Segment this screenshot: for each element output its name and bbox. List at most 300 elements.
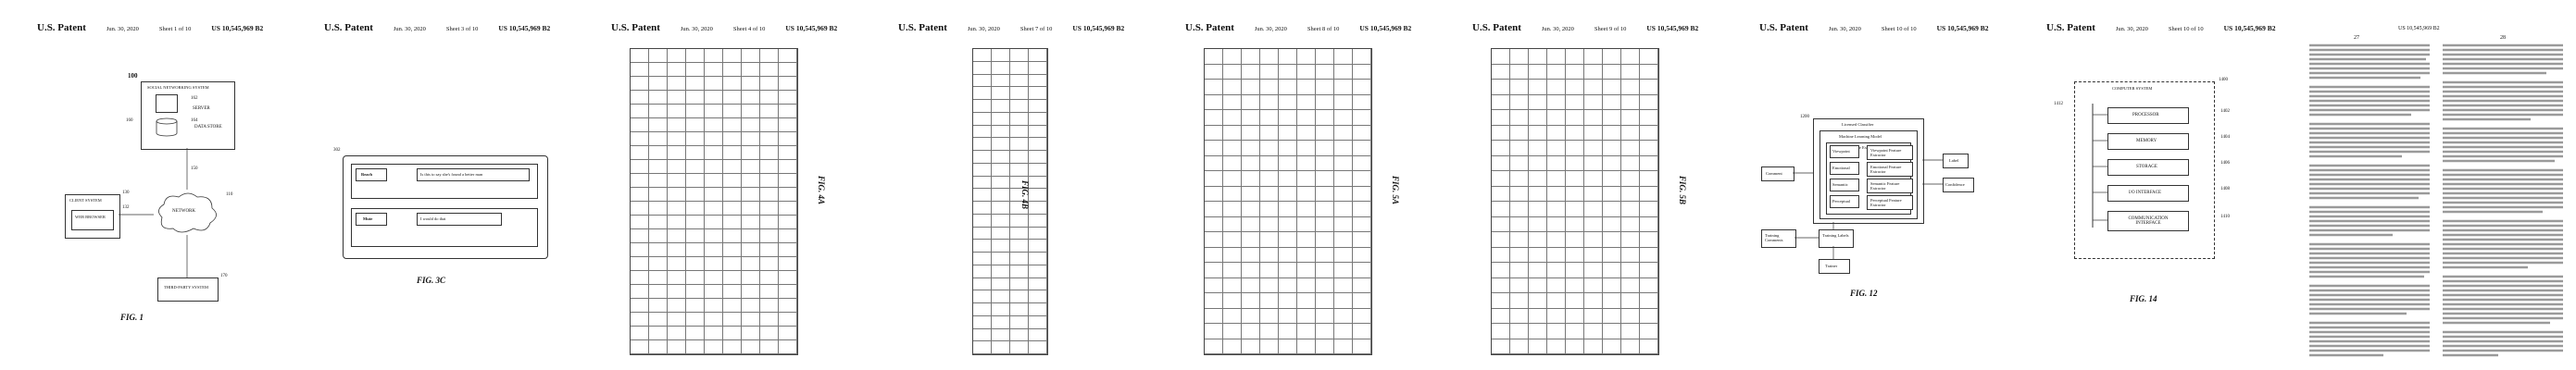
table-cell	[973, 278, 992, 291]
table-cell	[1205, 202, 1223, 217]
table-cell	[1547, 278, 1566, 294]
table-cell	[1621, 263, 1640, 278]
table-cell	[1316, 126, 1334, 142]
table-cell	[1223, 324, 1242, 339]
table-cell	[992, 329, 1010, 342]
ref-1406: 1406	[2220, 161, 2230, 166]
table-cell	[1492, 263, 1510, 278]
table-cell	[1279, 202, 1297, 217]
table-cell	[1621, 309, 1640, 325]
table-cell	[1353, 202, 1371, 217]
table-cell	[760, 105, 779, 118]
table-cell	[1242, 156, 1260, 172]
table-cell	[1510, 217, 1529, 233]
table-cell	[1260, 339, 1279, 355]
table-cell	[992, 113, 1010, 126]
table-cell	[1205, 126, 1223, 142]
client-system-label: CLIENT SYSTEM	[69, 198, 102, 203]
table-cell	[1603, 171, 1621, 187]
table-cell	[973, 189, 992, 202]
table-cell	[1029, 290, 1047, 303]
table-cell	[1260, 126, 1279, 142]
table-cell	[723, 299, 742, 313]
table-cell	[649, 105, 668, 118]
table-cell	[1010, 62, 1029, 75]
table-cell	[1334, 110, 1353, 126]
table-cell	[1334, 339, 1353, 355]
table-cell	[1584, 49, 1603, 65]
table-cell	[649, 146, 668, 160]
table-grid	[972, 48, 1048, 355]
table-cell	[723, 285, 742, 299]
table-cell	[1205, 187, 1223, 203]
table-cell	[649, 174, 668, 188]
table-cell	[779, 313, 797, 327]
table-cell	[1260, 278, 1279, 294]
table-cell	[1297, 217, 1316, 233]
table-cell	[1640, 156, 1658, 172]
table-cell	[1223, 80, 1242, 95]
table-cell	[760, 49, 779, 63]
table-cell	[723, 91, 742, 105]
table-cell	[1334, 126, 1353, 142]
column-number-left: 27	[2354, 35, 2359, 41]
table-cell	[1566, 248, 1584, 264]
table-cell	[1353, 309, 1371, 325]
data-store-label: DATA STORE	[194, 125, 222, 130]
table-cell	[1205, 339, 1223, 355]
table-cell	[1242, 339, 1260, 355]
table-cell	[1316, 156, 1334, 172]
figure-label: FIG. 4A	[817, 176, 826, 205]
patent-date: Jun. 30, 2020	[1254, 26, 1287, 32]
table-cell	[1223, 187, 1242, 203]
table-cell	[1223, 293, 1242, 309]
table-cell	[779, 216, 797, 229]
table-cell	[742, 146, 760, 160]
table-cell	[1279, 263, 1297, 278]
table-cell	[1316, 248, 1334, 264]
table-cell	[705, 327, 723, 340]
table-cell	[723, 243, 742, 257]
table-cell	[1529, 156, 1547, 172]
table-cell	[1316, 65, 1334, 80]
table-cell	[1029, 138, 1047, 151]
table-cell	[631, 63, 649, 77]
table-cell	[705, 63, 723, 77]
table-cell	[668, 299, 686, 313]
sheet-number: Sheet 10 of 10	[2168, 26, 2204, 32]
table-cell	[779, 188, 797, 202]
table-cell	[760, 202, 779, 216]
table-cell	[705, 160, 723, 174]
table-cell	[1510, 232, 1529, 248]
table-cell	[1010, 290, 1029, 303]
table-cell	[1547, 110, 1566, 126]
table-cell	[1547, 217, 1566, 233]
table-cell	[992, 138, 1010, 151]
table-cell	[668, 77, 686, 91]
table-cell	[1640, 263, 1658, 278]
table-cell	[1223, 232, 1242, 248]
table-cell	[992, 75, 1010, 88]
table-cell	[1529, 202, 1547, 217]
table-cell	[1640, 95, 1658, 111]
table-cell	[1529, 187, 1547, 203]
ref-1408: 1408	[2220, 187, 2230, 191]
table-cell	[1279, 324, 1297, 339]
patent-number: US 10,545,969 B2	[2223, 24, 2276, 32]
table-cell	[723, 146, 742, 160]
patent-number: US 10,545,969 B2	[1936, 24, 1989, 32]
table-cell	[742, 63, 760, 77]
table-cell	[779, 299, 797, 313]
table-cell	[1260, 156, 1279, 172]
table-cell	[1584, 202, 1603, 217]
table-cell	[631, 313, 649, 327]
table-cell	[1603, 49, 1621, 65]
table-cell	[1547, 248, 1566, 264]
table-cell	[1603, 232, 1621, 248]
table-cell	[742, 216, 760, 229]
table-cell	[1640, 141, 1658, 156]
table-cell	[1029, 189, 1047, 202]
table-cell	[1529, 80, 1547, 95]
table-cell	[1279, 65, 1297, 80]
table-cell	[1603, 339, 1621, 355]
table-cell	[1334, 263, 1353, 278]
table-cell	[760, 243, 779, 257]
table-cell	[668, 257, 686, 271]
table-cell	[1547, 80, 1566, 95]
table-cell	[1492, 248, 1510, 264]
table-cell	[1603, 278, 1621, 294]
table-cell	[973, 126, 992, 139]
io-interface-box	[2107, 185, 2189, 202]
table-cell	[1242, 126, 1260, 142]
table-cell	[992, 341, 1010, 354]
table-cell	[705, 146, 723, 160]
table-cell	[1279, 171, 1297, 187]
table-cell	[1316, 187, 1334, 203]
table-cell	[1316, 80, 1334, 95]
patent-number: US 10,545,969 B2	[1359, 24, 1412, 32]
table-cell	[742, 188, 760, 202]
table-cell	[992, 240, 1010, 253]
table-cell	[973, 265, 992, 278]
table-cell	[1260, 80, 1279, 95]
table-cell	[1334, 309, 1353, 325]
table-cell	[1640, 278, 1658, 294]
table-cell	[686, 229, 705, 243]
table-cell	[1334, 171, 1353, 187]
table-cell	[631, 257, 649, 271]
table-cell	[1621, 171, 1640, 187]
table-cell	[779, 174, 797, 188]
storage-label: STORAGE	[2136, 165, 2157, 169]
table-cell	[1547, 293, 1566, 309]
table-cell	[1640, 65, 1658, 80]
table-cell	[1334, 202, 1353, 217]
table-cell	[742, 49, 760, 63]
table-cell	[668, 146, 686, 160]
table-cell	[1603, 293, 1621, 309]
table-cell	[1010, 49, 1029, 62]
table-cell	[686, 105, 705, 118]
table-cell	[1492, 217, 1510, 233]
table-cell	[742, 160, 760, 174]
table-cell	[779, 91, 797, 105]
table-cell	[779, 63, 797, 77]
table-cell	[1510, 171, 1529, 187]
table-cell	[1621, 187, 1640, 203]
reach-text: Is this to say she's found a better man	[420, 172, 483, 177]
table-cell	[649, 118, 668, 132]
table-cell	[705, 188, 723, 202]
table-cell	[1492, 95, 1510, 111]
table-cell	[631, 285, 649, 299]
patent-number: US 10,545,969 B2	[1072, 24, 1125, 32]
table-cell	[742, 285, 760, 299]
table-cell	[1029, 151, 1047, 164]
table-cell	[686, 340, 705, 354]
extractor-viewpoint-label: Viewpoint Feature Extractor	[1870, 148, 1902, 157]
table-cell	[1297, 80, 1316, 95]
table-cell	[992, 177, 1010, 190]
table-cell	[1603, 80, 1621, 95]
table-cell	[1223, 126, 1242, 142]
table-cell	[1492, 202, 1510, 217]
table-cell	[1566, 156, 1584, 172]
table-cell	[1260, 141, 1279, 156]
table-cell	[1242, 309, 1260, 325]
io-interface-label: I/O INTERFACE	[2129, 191, 2162, 195]
table-cell	[1297, 324, 1316, 339]
table-cell	[1547, 141, 1566, 156]
table-cell	[1316, 49, 1334, 65]
table-cell	[668, 91, 686, 105]
table-cell	[723, 63, 742, 77]
table-cell	[1223, 248, 1242, 264]
patent-number: US 10,545,969 B2	[785, 24, 838, 32]
table-cell	[1279, 293, 1297, 309]
table-cell	[1242, 95, 1260, 111]
table-cell	[779, 285, 797, 299]
table-cell	[1334, 232, 1353, 248]
table-cell	[668, 285, 686, 299]
table-cell	[723, 174, 742, 188]
table-cell	[779, 77, 797, 91]
table-cell	[1584, 324, 1603, 339]
table-cell	[1584, 232, 1603, 248]
table-grid	[1491, 48, 1659, 355]
table-cell	[742, 174, 760, 188]
table-cell	[705, 285, 723, 299]
mute-text: I would do that	[420, 216, 446, 221]
sheet-header	[898, 22, 1130, 33]
table-cell	[760, 327, 779, 340]
table-cell	[1242, 263, 1260, 278]
table-cell	[1621, 95, 1640, 111]
table-cell	[1029, 113, 1047, 126]
table-cell	[1010, 228, 1029, 240]
table-cell	[973, 164, 992, 177]
table-cell	[1566, 95, 1584, 111]
table-cell	[1242, 80, 1260, 95]
computer-system-label: COMPUTER SYSTEM	[2112, 86, 2153, 91]
table-cell	[1621, 49, 1640, 65]
table-cell	[973, 87, 992, 100]
table-cell	[1260, 171, 1279, 187]
table-cell	[1316, 309, 1334, 325]
table-cell	[742, 77, 760, 91]
table-cell	[668, 118, 686, 132]
table-cell	[1353, 339, 1371, 355]
table-cell	[1029, 253, 1047, 265]
table-cell	[1029, 278, 1047, 291]
table-cell	[779, 160, 797, 174]
table-cell	[1547, 126, 1566, 142]
table-cell	[1584, 126, 1603, 142]
sheet-fig-4b	[861, 0, 1139, 370]
table-cell	[742, 257, 760, 271]
table-cell	[1640, 217, 1658, 233]
table-cell	[1297, 248, 1316, 264]
table-cell	[1260, 232, 1279, 248]
sheet-number: Sheet 7 of 10	[1019, 26, 1053, 32]
table-cell	[686, 118, 705, 132]
table-cell	[1297, 49, 1316, 65]
table-cell	[1353, 49, 1371, 65]
table-cell	[723, 271, 742, 285]
table-cell	[1566, 171, 1584, 187]
table-cell	[1279, 187, 1297, 203]
table-cell	[1640, 202, 1658, 217]
table-cell	[1029, 316, 1047, 329]
table-cell	[1566, 293, 1584, 309]
table-cell	[631, 174, 649, 188]
table-cell	[1223, 110, 1242, 126]
table-cell	[705, 313, 723, 327]
figure-label: FIG. 4B	[1020, 180, 1030, 210]
table-cell	[1334, 217, 1353, 233]
table-cell	[760, 257, 779, 271]
table-cell	[705, 174, 723, 188]
patent-number: US 10,545,969 B2	[498, 24, 551, 32]
figure-label: FIG. 5A	[1391, 176, 1400, 205]
table-cell	[723, 160, 742, 174]
table-cell	[1279, 126, 1297, 142]
table-cell	[668, 340, 686, 354]
table-cell	[1010, 278, 1029, 291]
patent-date: Jun. 30, 2020	[106, 26, 139, 32]
sheet-number: Sheet 4 of 10	[732, 26, 766, 32]
table-cell	[1640, 293, 1658, 309]
table-cell	[649, 340, 668, 354]
table-cell	[760, 174, 779, 188]
table-cell	[779, 146, 797, 160]
table-cell	[1334, 278, 1353, 294]
table-cell	[1316, 278, 1334, 294]
table-cell	[1316, 263, 1334, 278]
table-cell	[1492, 232, 1510, 248]
table-cell	[1242, 171, 1260, 187]
table-cell	[686, 202, 705, 216]
table-cell	[1353, 80, 1371, 95]
table-cell	[1584, 141, 1603, 156]
table-cell	[1529, 263, 1547, 278]
table-cell	[1242, 65, 1260, 80]
sheet-header	[611, 22, 843, 33]
table-cell	[992, 202, 1010, 215]
table-cell	[1334, 248, 1353, 264]
table-cell	[1353, 232, 1371, 248]
table-cell	[1242, 49, 1260, 65]
table-cell	[1297, 95, 1316, 111]
table-cell	[1584, 217, 1603, 233]
table-cell	[723, 132, 742, 146]
table-cell	[742, 243, 760, 257]
table-cell	[631, 216, 649, 229]
ref-1400: 1400	[2219, 78, 2228, 82]
extractor-perceptual-label: Perceptual Feature Extractor	[1870, 198, 1902, 207]
table-cell	[992, 290, 1010, 303]
table-cell	[1566, 80, 1584, 95]
table-cell	[1029, 341, 1047, 354]
table-cell	[1334, 49, 1353, 65]
table-cell	[1566, 126, 1584, 142]
table-cell	[631, 105, 649, 118]
text-column-left	[2309, 43, 2430, 363]
table-cell	[1334, 80, 1353, 95]
figure-label: FIG. 3C	[417, 276, 446, 285]
table-cell	[1510, 293, 1529, 309]
table-cell	[1297, 339, 1316, 355]
figure-label: FIG. 14	[2130, 294, 2157, 303]
patent-number-top: US 10,545,969 B2	[2398, 26, 2440, 31]
ref-1404: 1404	[2220, 135, 2230, 140]
table-cell	[1510, 95, 1529, 111]
table-cell	[1584, 156, 1603, 172]
ref-130: 130	[122, 191, 130, 195]
table-cell	[992, 62, 1010, 75]
server-label: SERVER	[193, 106, 210, 111]
table-cell	[1297, 187, 1316, 203]
communication-interface-label: COMMUNICATION INTERFACE	[2128, 216, 2169, 226]
table-cell	[631, 91, 649, 105]
table-cell	[1603, 263, 1621, 278]
table-cell	[1529, 65, 1547, 80]
table-cell	[686, 91, 705, 105]
table-cell	[1621, 232, 1640, 248]
table-cell	[1547, 95, 1566, 111]
table-cell	[649, 188, 668, 202]
table-cell	[1510, 309, 1529, 325]
training-labels-label: Training Labels	[1822, 233, 1849, 238]
table-cell	[760, 91, 779, 105]
left-semantic-label: Semantic	[1832, 182, 1848, 187]
ref-160: 160	[126, 118, 133, 123]
table-cell	[1279, 80, 1297, 95]
table-cell	[631, 229, 649, 243]
table-cell	[1297, 263, 1316, 278]
table-cell	[973, 303, 992, 316]
table-cell	[649, 216, 668, 229]
figure-label: FIG. 12	[1850, 289, 1878, 298]
table-cell	[1603, 202, 1621, 217]
table-cell	[1510, 263, 1529, 278]
table-cell	[1492, 65, 1510, 80]
